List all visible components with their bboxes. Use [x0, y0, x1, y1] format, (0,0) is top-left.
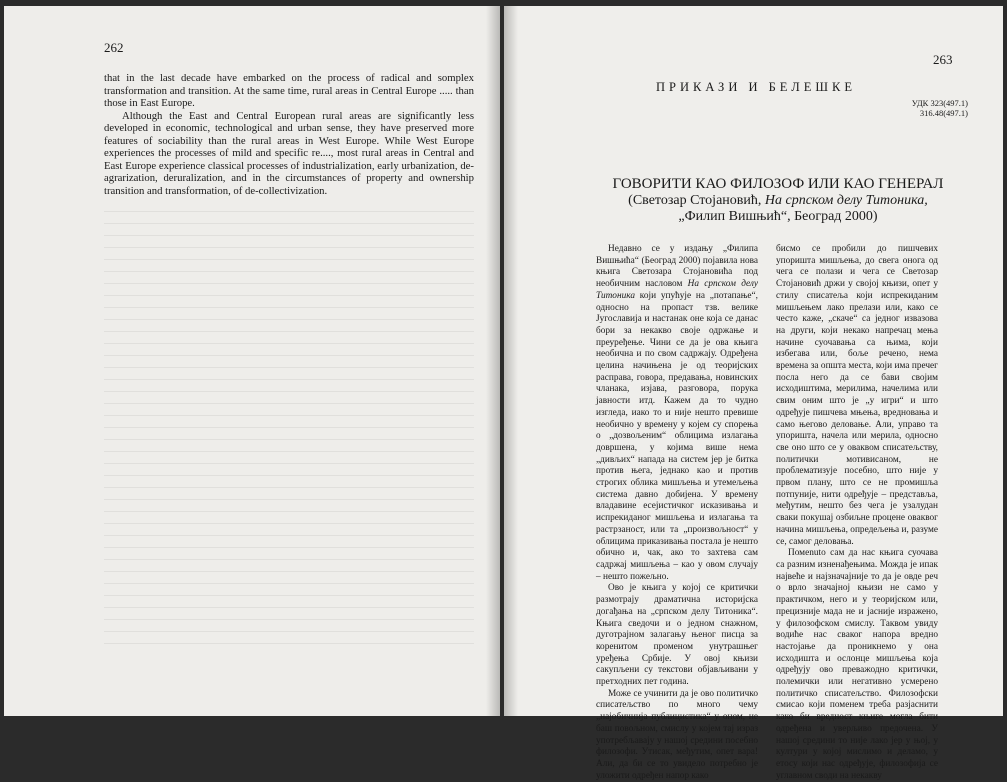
paragraph: Може се учинити да је ово политичко списатељство по много чему „најобичнија публицистика“ у оном, не баш повољном, смислу у којем тај израз употребљавају у нашој средини посебно филозофи. Утисак, међутим, опет вара! Али, да би се то увидело потребно је уложити одређен напор како: [596, 688, 758, 781]
paragraph: [596, 244, 758, 583]
page-gutter-shadow: [486, 6, 500, 716]
udk-line: 316.48(497.1): [919, 108, 968, 118]
subtitle-book-title: На српском делу Титоника,: [764, 193, 928, 208]
paragraph: Помenuto сам да нас књига суочава са разним изненађењима. Можда је ипак највеће и најзначајније то да је овде реч о врло значајној књизи не само у практичком, него и у теоријском или, прецизније мада не и јасније изражено, у филозофском смислу. Таквом увиду водиће нас сваког напора вредно настојање да проникнемо у она исходишта и ослонце мишљења која одређују ово преважодно критички, полемички или негативно усмерено политичко списатељство. Филозофски смисао који поменем треба разјаснити како би вредност књиге могла бити одређена и уверљиво предочена. У нашој средини то није лако јер у њој, у култури у којој мислимо и деламо, у етосу који нас одређује, филозофија се углавном своди на некакву: [776, 548, 938, 781]
subtitle-suffix: „Филип Вишњић“, Београд 2000): [678, 209, 878, 224]
paragraph: бисмо се пробили до пишчевих упоришта мишљења, до свега онога од чега се полази и чега се Светозар Стојановић држи у својој књизи, опет у стилу списатеља који испрекиданим мишљењем лако прелази или, како се често каже, „скаче“ са једног извазова на други, који некако напречац мења начине суочавања са њима, који избегава или, боље речено, нема времена за општа места, који има пречег посла него да се бави својим исходиштима, мерилима, начелима или свим оним што је „у игри“ и што одређује пишчева мњења, вредновања и само његово деловање. Али, управо та упоришта, начела или мерила, односно све оно што се у оваквом списатељству, политички мотивисаном, не проблематизује посебно, што није у првом плану, што се не промишља потпуније, нити одређује – представља, међутим, нешто без чега је узалудан сваки покушај озбиљне процене оваквог начина мишљења, опредељења и, разуме се, самог деловања.: [776, 244, 938, 547]
text-column-left: [596, 244, 758, 782]
page-number: 263: [933, 52, 953, 67]
paragraph: Ово је књига у којој се критички размотрају драматична историјска догађања на „српском делу Титоника“. Књига сведочи и о једном снажном, дуготрајном залагању њеног писца за коренитом променом унутрашњег уређења Србије. У овој књизи сакупљени су текстови објављивани у претходних пет година.: [596, 583, 758, 688]
text-run: Недавно се у издању „Филипа Вишњића“ (Београд 2000) појавила нова књига Светозара Стојановића под необичним насловом: [596, 244, 758, 290]
right-page: [504, 6, 1003, 781]
paragraph: Although the East and Central European rural areas are significantly less developed in economic, technological and urban sense, they have preserved more features of sociability than the rural areas in West Europe. While West Europe experiences the processes of mild and specific re...., most rural areas in Central and East Europe experience classical processes of industrialization, early urbanization, de-agrarization, deruralization, and in the circumstances of property and ownership transition and transformation, of de-collectivization.: [104, 109, 474, 197]
subtitle-prefix: (Светозар Стојановић,: [628, 193, 765, 208]
left-page: [4, 6, 500, 716]
udk-classification: [884, 98, 968, 118]
article-subtitle: [588, 193, 968, 225]
text-run: који упућује на „потапање“, односно на пропаст тзв. велике Југославија и настанак оне која се данас бори за некакво своје одржање и преуређење. Чини се да је ова књига необична и по свом садржају. Одређена целина начињена је од теоријских расправа, говора, предавања, новинских чланака, изјава, разговора, порука јавности итд. Кажем да то чудно изгледа, иако то и није нешто превише необично у времену у којем су спорења о „дозвољеним“ облицима излагања довршена, у којима више нема „дивљих“ напада на систем јер је битка против њега, једнако као и против строгих облика мишљења и утемељења система давно добијена. У времену владавине есејистичког исказивања и испрекиданог мишљења и излагања та растрзаност, или та „произвољност“ у облицима приказивања постала је нешто обично и, чак, ако то захтева сам садржај мишљења – као у овом случају – нешто пожељно.: [596, 290, 758, 582]
udk-line: УДК 323(497.1): [911, 98, 968, 108]
article-title: ГОВОРИТИ КАО ФИЛОЗОФ ИЛИ КАО ГЕНЕРАЛ: [612, 176, 944, 192]
paragraph: that in the last decade have embarked on the process of radical and somplex transformation and transition. At the same time, rural areas in Central Europe ..... than those in East Europe.: [104, 72, 474, 109]
section-heading: ПРИКАЗИ И БЕЛЕШКЕ: [656, 80, 856, 94]
page-number: 262: [104, 40, 124, 55]
text-column-right: [776, 244, 938, 782]
page-gutter-shadow: [504, 6, 518, 716]
show-through-text: [104, 211, 474, 651]
english-summary: [104, 72, 474, 197]
book-title: На српском делу Титоника: [596, 279, 758, 301]
